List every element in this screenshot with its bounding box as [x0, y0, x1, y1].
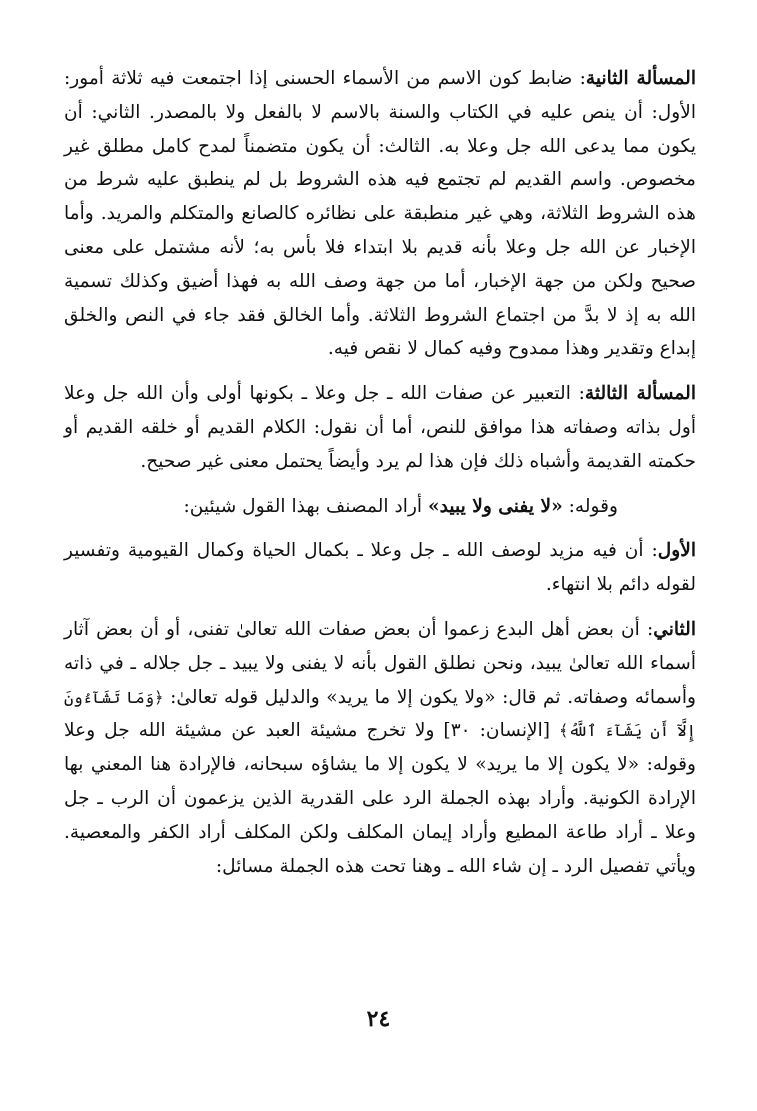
paragraph-text: : التعبير عن صفات الله ـ جل وعلا ـ بكونها أولى وأن الله جل وعلا أول بذاته وصفاته هذا موافق للنص، أما أن نقول: الكلام القديم أو خلقه القديم أو حكمته القديمة وأشباه ذلك فإن هذا لم يرد وأيضاً يحتمل معنى غير صحيح.	[64, 383, 696, 472]
paragraph-lead: المسألة الثالثة	[584, 383, 696, 405]
paragraph-text: أراد المصنف بهذا القول شيئين:	[183, 495, 428, 517]
paragraph-lead: الأول	[657, 540, 696, 562]
paragraph-lead: الثاني	[653, 618, 696, 640]
paragraph-text: : أن فيه مزيد لوصف الله ـ جل وعلا ـ بكمال الحياة وكمال القيومية وتفسير لقوله دائم بلا انتهاء.	[64, 540, 696, 596]
paragraph-quote-intro	[64, 490, 696, 524]
paragraph-second-point	[64, 613, 696, 883]
paragraph-second-issue	[64, 62, 696, 366]
paragraph-prefix: وقوله:	[562, 495, 618, 517]
quoted-phrase: «لا يفنى ولا يبيد»	[428, 495, 563, 517]
page-number: ٢٤	[366, 1006, 391, 1032]
paragraph-text: : ضابط كون الاسم من الأسماء الحسنى إذا اجتمعت فيه ثلاثة أمور: الأول: أن ينص عليه في الكتاب والسنة بالاسم لا بالفعل ولا بالمصدر. الثاني: أن يكون مما يدعى الله جل وعلا به. الثالث: أن يكون متضمناً لمدح كامل مطلق غير مخصوص. واسم القديم لم تجتمع فيه هذه الشروط بل لم ينطبق عليه شرط من هذه الشروط الثلاثة، وهي غير منطبقة على نظائره كالصانع والمتكلم والمريد. وأما الإخبار عن الله جل وعلا بأنه قديم بلا ابتداء فلا بأس به؛ لأنه مشتمل على معنى صحيح ولكن من جهة الإخبار، أما من جهة وصف الله به فهذا أضيق وكذلك تسمية الله به إذ لا بدَّ من اجتماع الشروط الثلاثة. وأما الخالق فقد جاء في النص والخلق إبداع وتقدير وهذا ممدوح وفيه كمال لا نقص فيه.	[64, 68, 696, 360]
quran-verse: ﴿وَمَا تَشَآءُونَ إِلَّآ أَن يَشَآءَ ٱللَّهُ﴾	[64, 687, 696, 741]
paragraph-first-point	[64, 534, 696, 602]
paragraph-text-continued: [الإنسان: ٣٠] ولا تخرج مشيئة العبد عن مشيئة الله جل وعلا وقوله: «لا يكون إلا ما يريد» لا يكون إلا ما يشاؤه سبحانه، فالإرادة هنا المعني بها الإرادة الكونية. وأراد بهذه الجملة الرد على القدرية الذين يزعمون أن الرب ـ جل وعلا ـ أراد طاعة المطيع وأراد إيمان المكلف ولكن المكلف أراد الكفر والمعصية. ويأتي تفصيل الرد ـ إن شاء الله ـ وهنا تحت هذه الجملة مسائل:	[64, 720, 696, 877]
page-body	[64, 62, 696, 894]
paragraph-lead: المسألة الثانية	[585, 68, 696, 89]
paragraph-text: : أن بعض أهل البدع زعموا أن بعض صفات الله تعالىٰ تفنى، أو أن بعض آثار أسماء الله تعالىٰ يبيد، ونحن نطلق القول بأنه لا يفنى ولا يبيد ـ جل جلاله ـ في ذاته وأسمائه وصفاته. ثم قال: «ولا يكون إلا ما يريد» والدليل قوله تعالىٰ:	[64, 618, 697, 708]
paragraph-third-issue	[64, 377, 696, 478]
